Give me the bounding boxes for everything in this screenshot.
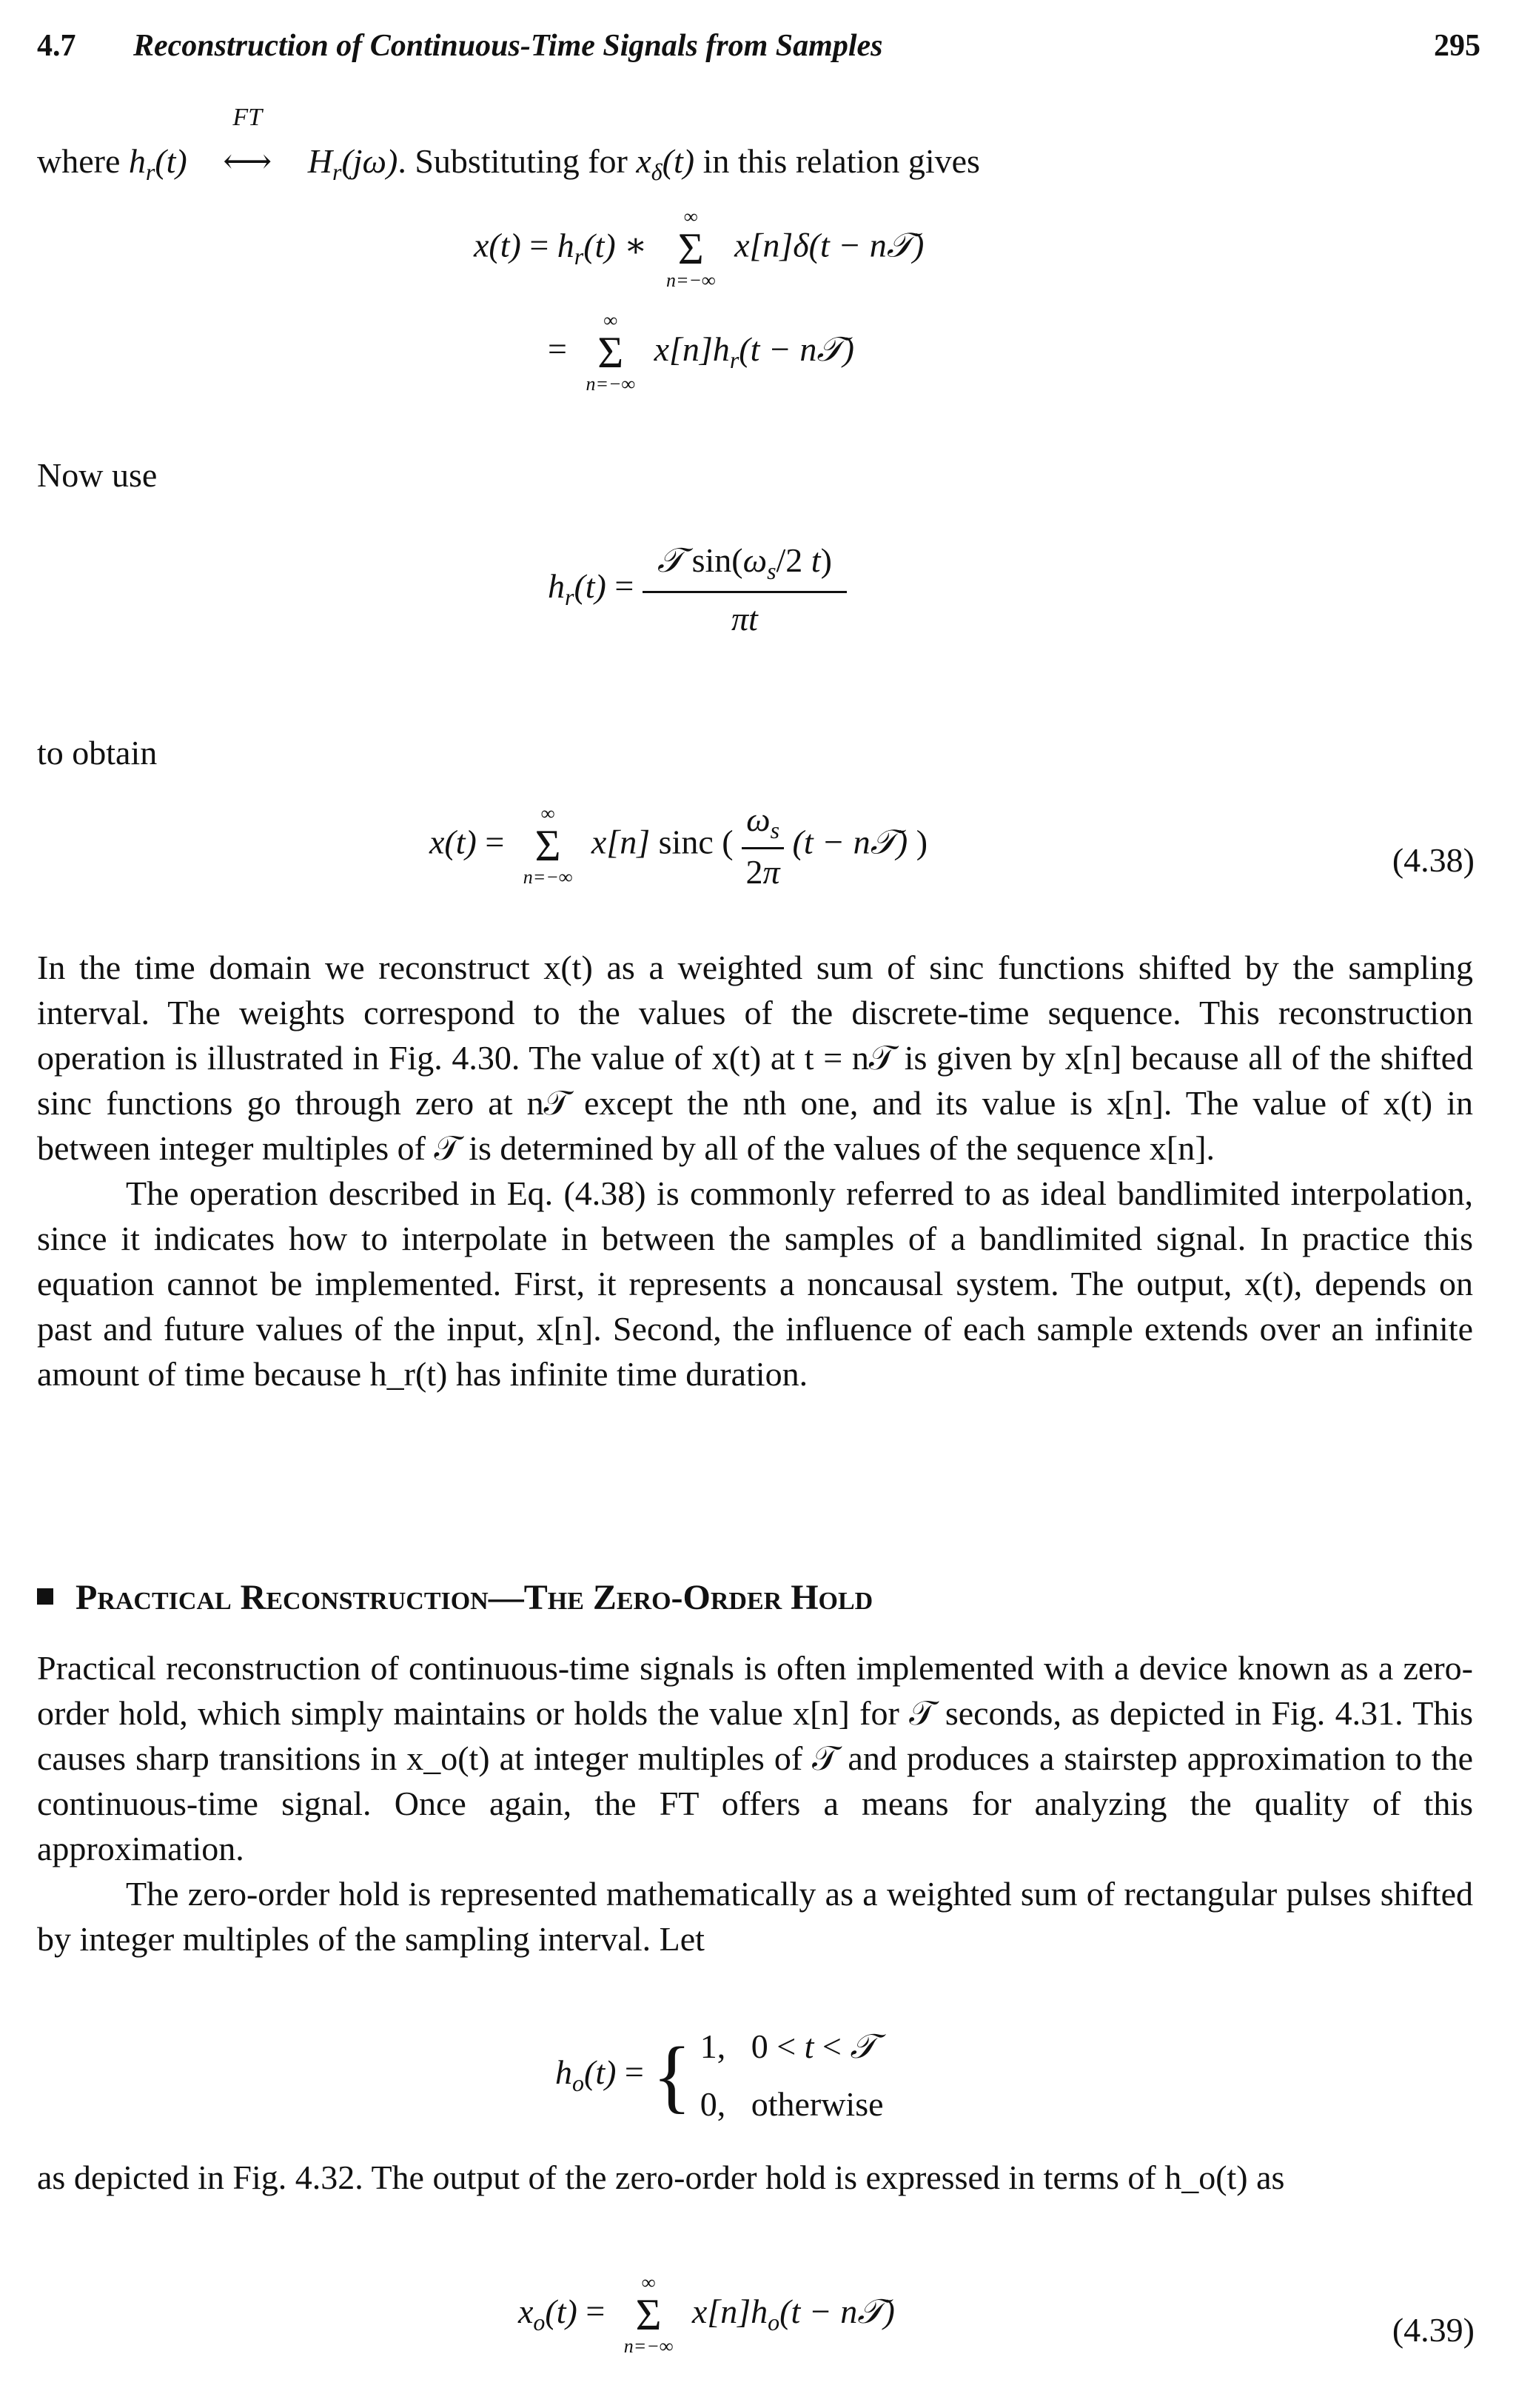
intro-line: where $h_r(t)$ FT ⟷ $H_r(j\omega)$. Substituting for $x_\delta(t)$ in this relation gives xyxy=(37,104,980,186)
running-header xyxy=(37,28,1480,64)
body-paragraphs-2 xyxy=(37,1645,1473,1961)
equation-number-4-38: (4.38) xyxy=(1392,841,1475,879)
section-heading: Practical Reconstruction—The Zero-Order Hold xyxy=(37,1577,873,1618)
equation-number-4-39: (4.39) xyxy=(1392,2311,1475,2349)
page-number: 295 xyxy=(1434,29,1480,63)
paragraph-zoh-output: as depicted in Fig. 4.32. The output of the zero-order hold is expressed in terms of h_o(t) as xyxy=(37,2158,1285,2196)
equation-hr: $h_r(t)$ = $\frac{𝒯 \sin(\omega_s/2 t)}{\pi t}$ xyxy=(548,541,847,638)
paragraph-rectangular-pulses: The zero-order hold is represented mathematically as a weighted sum of rectangular pulses shifted by integer multiples of the sampling interval. Let xyxy=(37,1875,1473,1958)
equation-4-38: x(t) = ∞ Σ n=−∞ x[n] sinc ( $\frac{\omega_s}{2\pi}$ (t − n𝒯) ) xyxy=(429,800,928,892)
to-obtain-label: to obtain xyxy=(37,734,158,772)
equation-ho: $h_o(t)$ = { 1, 0 < t < 𝒯 0, otherwise xyxy=(555,2027,884,2123)
paragraph-sinc-reconstruction: In the time domain we reconstruct x(t) as a weighted sum of sinc functions shifted by the sampling interval. The weights correspond to the values of the discrete-time sequence. This reconstruction operation is illustrated in Fig. 4.30. The value of x(t) at t = n𝒯 is given by x[n] because all of the shifted sinc functions go through zero at n𝒯 except the nth one, and its value is x[n]. The value of x(t) in between integer multiples of 𝒯 is determined by all of the values of the sequence x[n]. xyxy=(37,949,1473,1167)
body-paragraphs-1 xyxy=(37,945,1473,1397)
section-title: Reconstruction of Continuous-Time Signals from Samples xyxy=(133,29,883,63)
equation-4-39: $x_o(t)$ = ∞ Σ n=−∞ $x[n]h_o(t$ − n𝒯) xyxy=(518,2272,895,2357)
ft-label: FT xyxy=(232,104,263,131)
equation-substitution-2: = ∞ Σ n=−∞ $x[n]h_r(t$ − n𝒯) xyxy=(548,310,854,395)
section-number: 4.7 xyxy=(37,29,76,63)
paragraph-zero-order-hold: Practical reconstruction of continuous-time signals is often implemented with a device known as a zero-order hold, which simply maintains or holds the value x[n] for 𝒯 seconds, as depicted in Fig. 4.31. This causes sharp transitions in x_o(t) at integer multiples of 𝒯 and produces a stairstep approximation to the continuous-time signal. Once again, the FT offers a means for analyzing the quality of this approximation. xyxy=(37,1649,1473,1867)
body-paragraphs-3 xyxy=(37,2155,1473,2200)
equation-substitution-1: $x(t) = h_r(t)$ ∗ ∞ Σ n=−∞ x[n]δ(t − n𝒯) xyxy=(474,206,925,291)
paragraph-ideal-interpolation: The operation described in Eq. (4.38) is commonly referred to as ideal bandlimited interpolation, since it indicates how to interpolate in between the samples of a bandlimited signal. In practice this equation cannot be implemented. First, it represents a noncausal system. The output, x(t), depends on past and future values of the input, x[n]. Second, the influence of each sample extends over an infinite amount of time because h_r(t) has infinite time duration. xyxy=(37,1174,1473,1393)
now-use-label: Now use xyxy=(37,456,158,494)
bullet-square-icon xyxy=(37,1588,53,1605)
